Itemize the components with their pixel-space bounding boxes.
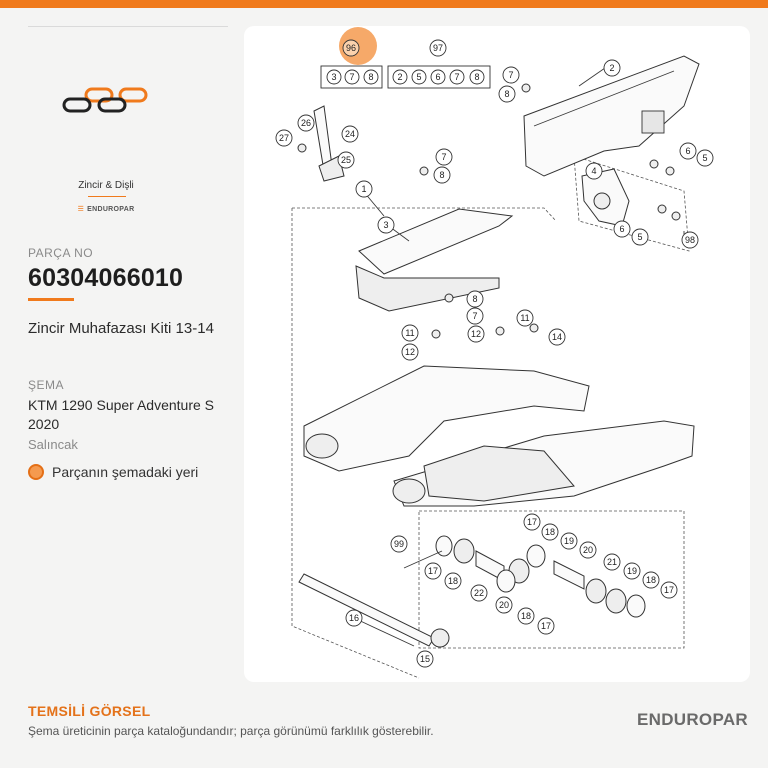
callout-18 <box>542 524 558 540</box>
screw <box>522 84 530 92</box>
callout-5 <box>632 229 648 245</box>
schema-section: Salıncak <box>28 437 78 452</box>
svg-text:11: 11 <box>520 313 530 323</box>
footer-note: Şema üreticinin parça kataloğundandır; parça görünümü farklılık gösterebilir. <box>28 724 434 738</box>
logo-underline <box>88 196 126 197</box>
svg-text:12: 12 <box>404 347 416 357</box>
kit-97-item-label: 2 <box>397 72 403 82</box>
kit-97-item-label: 8 <box>474 72 480 82</box>
callout-18 <box>518 608 534 624</box>
callout-1 <box>356 181 372 197</box>
callout-27 <box>276 130 292 146</box>
part-name: Zincir Muhafazası Kiti 13-14 <box>28 320 214 337</box>
kit-96-item <box>364 70 378 84</box>
svg-text:27: 27 <box>278 133 290 143</box>
bearing <box>606 589 626 613</box>
callout-17 <box>538 618 554 634</box>
screw <box>496 327 504 335</box>
callout-96-label: 96 <box>345 43 357 53</box>
callout-7 <box>467 308 483 324</box>
svg-text:17: 17 <box>526 517 538 527</box>
svg-text:20: 20 <box>498 600 510 610</box>
callout-2 <box>604 60 620 76</box>
assembly-frame-top <box>292 208 556 221</box>
svg-text:24: 24 <box>344 129 356 139</box>
chain-links-icon <box>56 82 156 142</box>
svg-text:6: 6 <box>619 224 625 234</box>
screw <box>432 330 440 338</box>
swingarm-pivot-left <box>306 434 338 458</box>
kit-97-item-label: 6 <box>435 72 441 82</box>
svg-text:8: 8 <box>472 294 478 304</box>
bracket-hole <box>594 193 610 209</box>
svg-text:8: 8 <box>439 170 445 180</box>
svg-text:11: 11 <box>405 328 415 338</box>
kit-97-item <box>450 70 464 84</box>
svg-text:8: 8 <box>504 89 510 99</box>
svg-text:97: 97 <box>432 43 444 53</box>
callout-25 <box>338 152 354 168</box>
callout-19 <box>561 533 577 549</box>
svg-text:1: 1 <box>361 184 367 194</box>
svg-text:25: 25 <box>340 155 352 165</box>
callout-21 <box>604 554 620 570</box>
kit-96-item-label: 7 <box>349 72 355 82</box>
nut <box>650 160 658 168</box>
location-legend <box>28 464 198 480</box>
swingarm-pivot-right <box>393 479 425 503</box>
logo-brand-text: ENDUROPAR <box>87 206 135 213</box>
callout-24 <box>342 126 358 142</box>
svg-text:18: 18 <box>544 527 556 537</box>
kit-96-item-label: 3 <box>331 72 337 82</box>
sidebar-divider <box>28 26 228 27</box>
part-number-label: PARÇA NO <box>28 246 94 260</box>
callout-20 <box>580 542 596 558</box>
kit-96-item <box>327 70 341 84</box>
svg-text:6: 6 <box>685 146 691 156</box>
pivot-axle <box>299 574 434 646</box>
svg-text:99: 99 <box>393 539 405 549</box>
svg-text:21: 21 <box>606 557 618 567</box>
callout-11 <box>402 325 418 341</box>
callout-19 <box>624 563 640 579</box>
screw <box>530 324 538 332</box>
brand-logo <box>56 82 156 142</box>
callout-5 <box>697 150 713 166</box>
svg-text:17: 17 <box>427 566 439 576</box>
svg-text:7: 7 <box>508 70 514 80</box>
svg-text:20: 20 <box>582 545 594 555</box>
svg-text:22: 22 <box>473 588 485 598</box>
callout-6 <box>614 221 630 237</box>
callout-17 <box>524 514 540 530</box>
callout-17 <box>425 563 441 579</box>
callout-7 <box>503 67 519 83</box>
callout-98 <box>682 232 698 248</box>
bearing <box>586 579 606 603</box>
svg-text:3: 3 <box>383 220 389 230</box>
sidebar <box>28 26 228 27</box>
callout-4 <box>586 163 602 179</box>
washer <box>672 212 680 220</box>
svg-text:5: 5 <box>637 232 643 242</box>
svg-text:98: 98 <box>684 235 696 245</box>
top-accent-bar <box>0 0 768 8</box>
schema-model: KTM 1290 Super Adventure S 2020 <box>28 397 214 432</box>
bearing <box>454 539 474 563</box>
kit-97-item <box>393 70 407 84</box>
logo-caption: Zincir & Dişli <box>78 180 134 191</box>
bolt <box>298 144 306 152</box>
swingarm-exploded-diagram <box>244 26 750 682</box>
callout-15 <box>417 651 433 667</box>
callout-12 <box>468 326 484 342</box>
callout-26 <box>298 115 314 131</box>
svg-text:19: 19 <box>563 536 575 546</box>
svg-text:19: 19 <box>626 566 638 576</box>
kit-97-item-label: 5 <box>416 72 422 82</box>
logo-brand <box>28 205 184 213</box>
legend-text: Parçanın şemadaki yeri <box>52 464 199 480</box>
kit-97-item <box>412 70 426 84</box>
callout-6 <box>680 143 696 159</box>
bushing <box>554 561 584 589</box>
kit-96-item <box>345 70 359 84</box>
callout-96-highlighted[interactable] <box>343 40 359 56</box>
kit-96-item-label: 8 <box>368 72 374 82</box>
svg-text:15: 15 <box>419 654 431 664</box>
callout-17 <box>661 582 677 598</box>
callout-8 <box>434 167 450 183</box>
screw <box>420 167 428 175</box>
bearing-seal <box>527 545 545 567</box>
bearing-seal <box>497 570 515 592</box>
svg-text:18: 18 <box>520 611 532 621</box>
kit-97-item-label: 7 <box>454 72 460 82</box>
footer-title: TEMSİLİ GÖRSEL <box>28 703 151 719</box>
location-marker-icon <box>28 464 44 480</box>
svg-text:12: 12 <box>470 329 482 339</box>
callout-8 <box>499 86 515 102</box>
callout-16 <box>346 610 362 626</box>
washer <box>445 294 453 302</box>
svg-text:5: 5 <box>702 153 708 163</box>
callout-12 <box>402 344 418 360</box>
callout-97 <box>430 40 446 56</box>
washer <box>666 167 674 175</box>
svg-text:18: 18 <box>447 576 459 586</box>
nut <box>658 205 666 213</box>
svg-text:14: 14 <box>551 332 563 342</box>
callout-20 <box>496 597 512 613</box>
brand-mark-icon: ☰ <box>77 206 85 213</box>
svg-text:4: 4 <box>591 166 597 176</box>
callout-3 <box>378 217 394 233</box>
callout-7 <box>436 149 452 165</box>
svg-text:17: 17 <box>540 621 552 631</box>
schema-label: ŞEMA <box>28 378 65 392</box>
part-number-underline <box>28 298 74 301</box>
svg-text:26: 26 <box>300 118 312 128</box>
svg-text:7: 7 <box>441 152 447 162</box>
cover-bracket <box>642 111 664 133</box>
svg-text:16: 16 <box>348 613 360 623</box>
kit-97-item <box>470 70 484 84</box>
callout-18 <box>445 573 461 589</box>
callout-18 <box>643 572 659 588</box>
svg-text:18: 18 <box>645 575 657 585</box>
svg-text:7: 7 <box>472 311 478 321</box>
callout-99 <box>391 536 407 552</box>
axle-nut <box>431 629 449 647</box>
kit-97-item <box>431 70 445 84</box>
svg-text:17: 17 <box>663 585 675 595</box>
bearing-seal <box>627 595 645 617</box>
svg-text:2: 2 <box>609 63 615 73</box>
callout-11 <box>517 310 533 326</box>
parts-diagram-panel <box>244 26 750 682</box>
callout-22 <box>471 585 487 601</box>
callout-14 <box>549 329 565 345</box>
callout-8 <box>467 291 483 307</box>
part-number: 60304066010 <box>28 264 184 292</box>
footer-brand: ENDUROPAR <box>636 710 748 729</box>
